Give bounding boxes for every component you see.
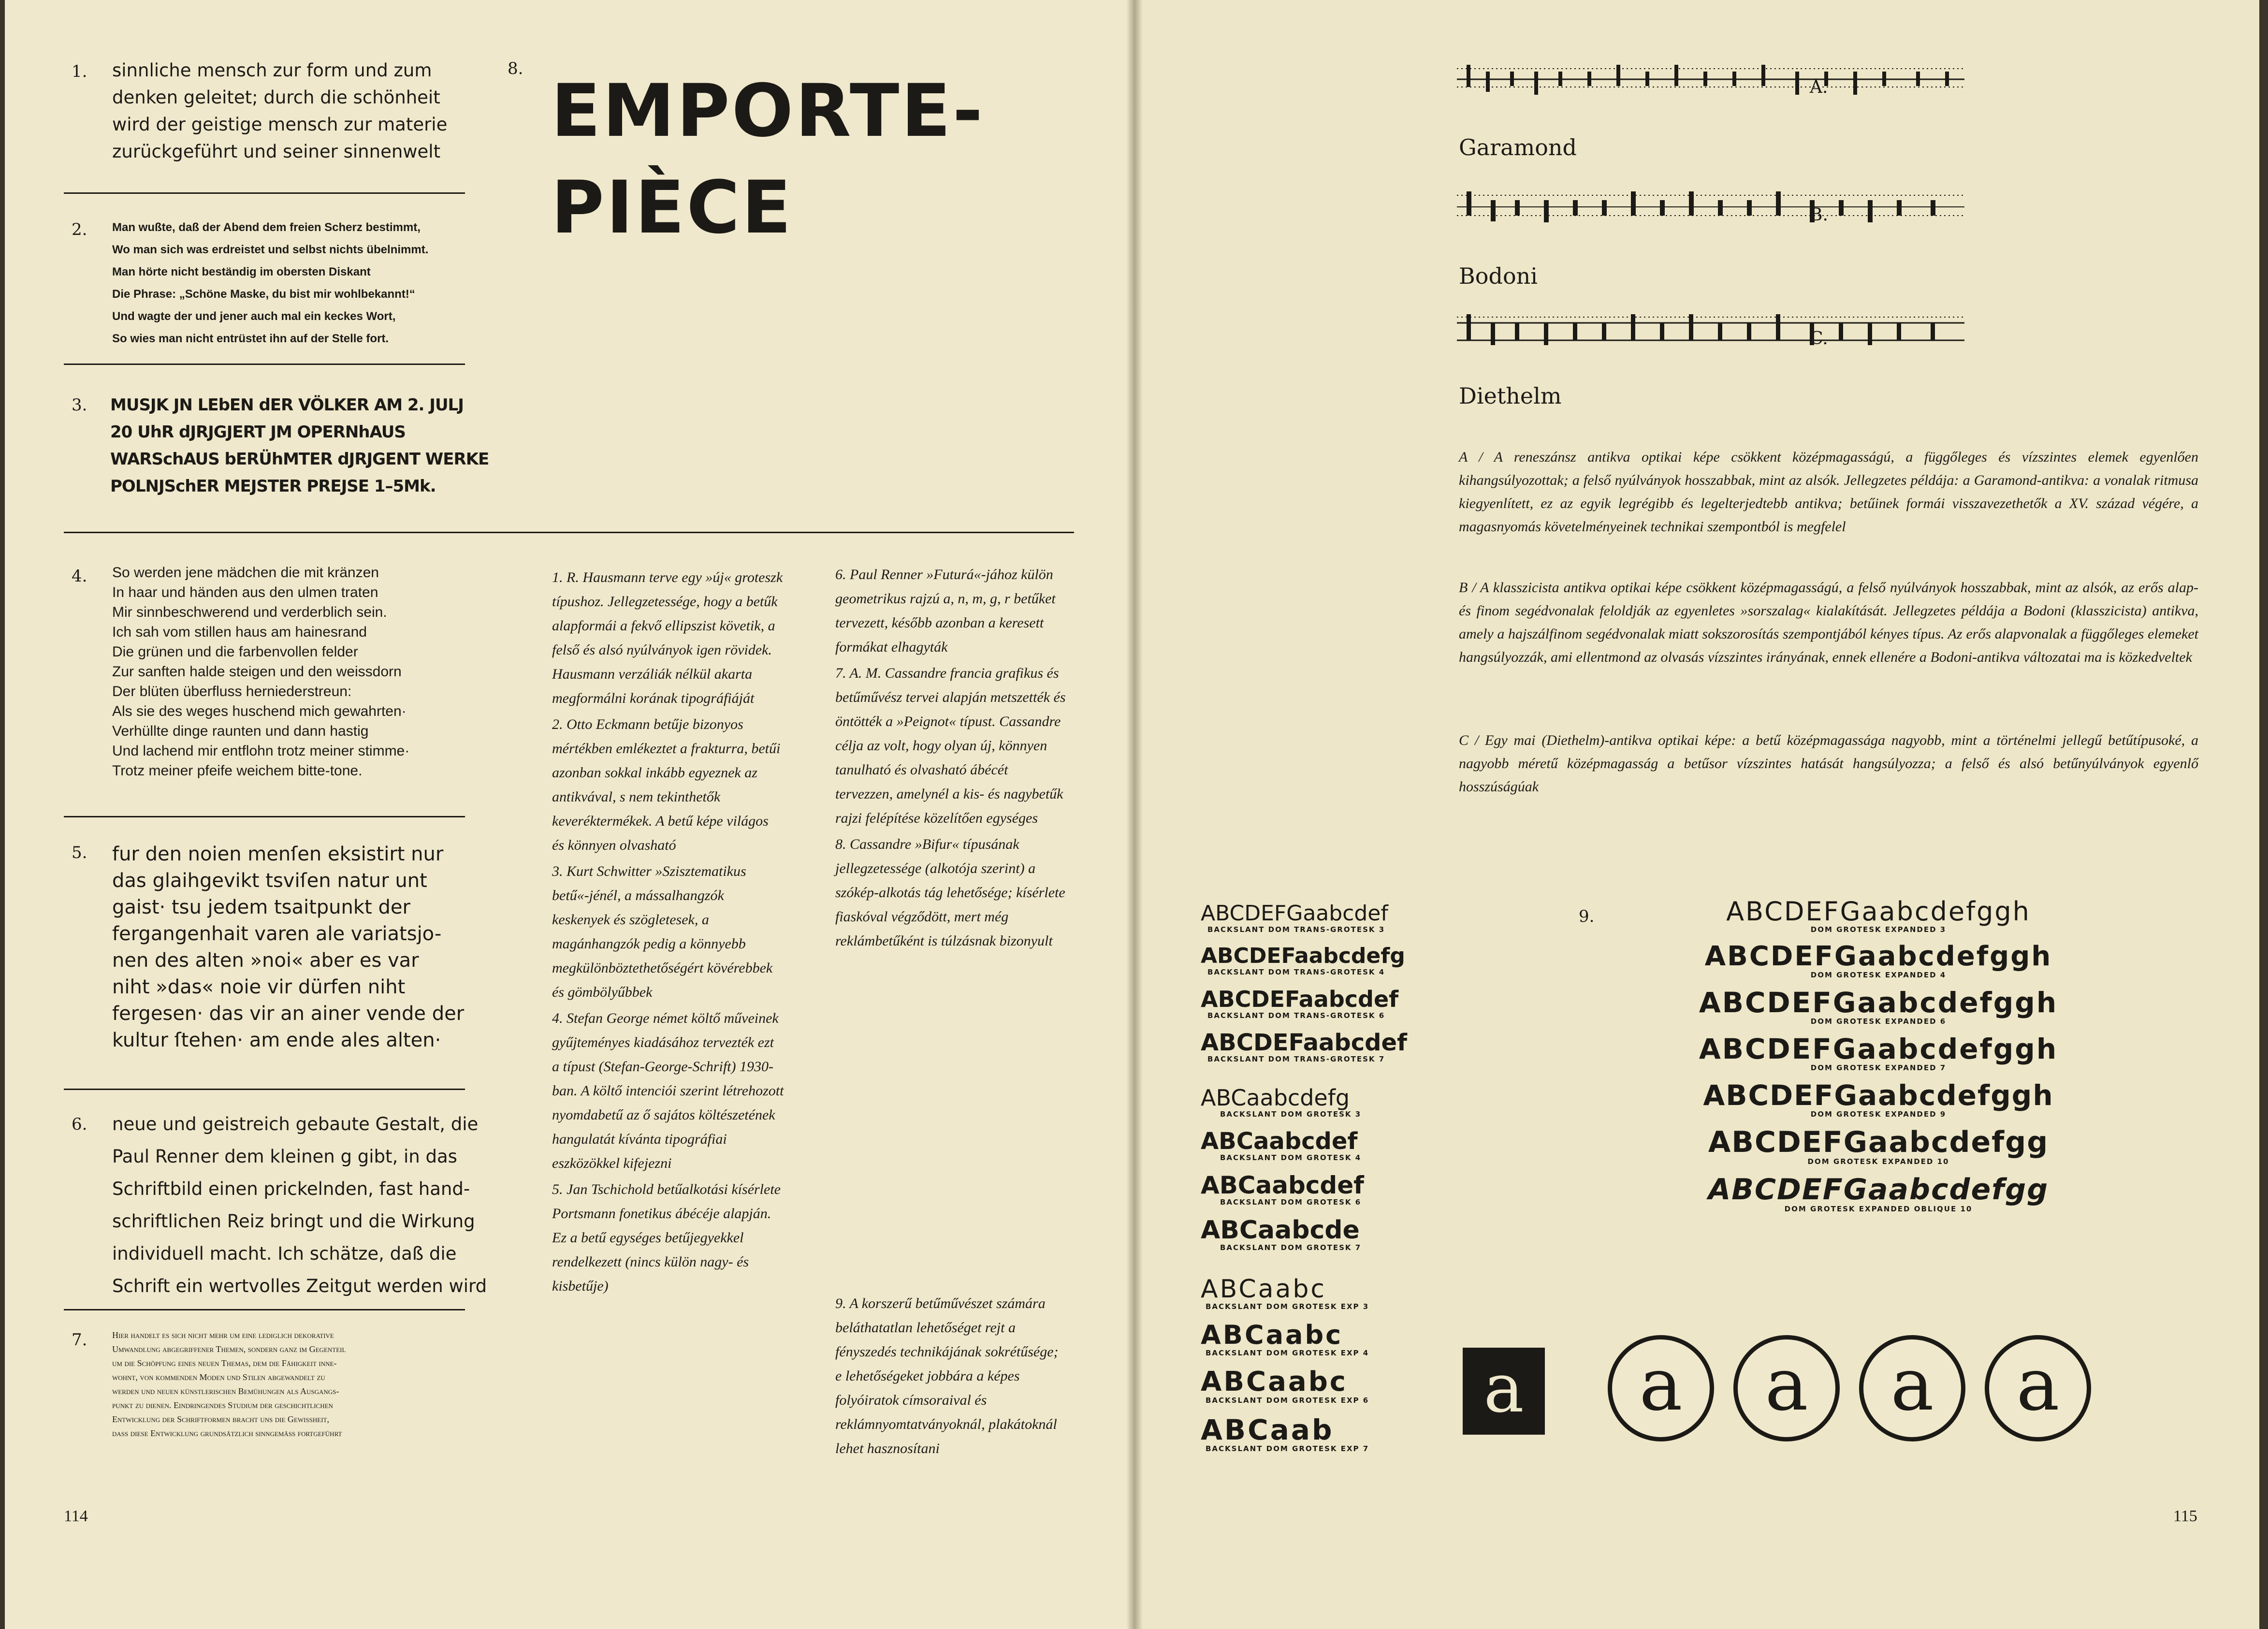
specimen-label: DOM GROTESK EXPANDED 9 [1810,1110,1947,1119]
specimen-text: ABCDEFaabcdef [1201,986,1399,1012]
specimen-block [1201,1129,1433,1162]
specimen-text: ABCaabc [1201,1275,1326,1304]
caption: 2. Otto Eckmann betűje bizonyos mértékben emlékeztet a frakturra, betűi azonban sokkal inkább egyeznek az antikvával, s nem tekinthetők keveréktermékek. A betű képe világos és könnyen olvasható [552,716,781,853]
caption: 8. Cassandre »Bifur« típusának jellegzetessége (alkotója szerint) a szókép-alkotás tág lehetősége; kísérlete fiaskóval végződött, mert még reklámbetűként is túlzásnak bizonyult [835,836,1065,949]
specimen-label: BACKSLANT DOM GROTESK EXP 6 [1206,1396,1369,1405]
text-line: zurückgeführt und seiner sinnenwelt [112,141,441,162]
specimen-label: DOM GROTESK EXPANDED 6 [1810,1017,1947,1026]
text-line: fur den noien menſen eksistirt nur [112,843,444,865]
specimen-block [1201,987,1433,1020]
divider [64,192,465,194]
text-line: 20 UhR dJRJGJERT JM OPERNhAUS [110,422,406,442]
typeface-name: Bodoni [1459,263,1538,289]
text-line: gaist· tsu jedem tsaitpunkt der [112,896,410,918]
specimen-label: BACKSLANT DOM GROTESK EXP 4 [1206,1349,1369,1357]
description-c: C / Egy mai (Diethelm)-antikva optikai képe: a betű középmagassága nagyobb, mint a történelmi jellegű betűtípusoké, a nagyobb méretű középmagasság a betűsor vízszintes hatását hangsúlyozza; a felső és alsó betűnyúlványok egyenlő hosszúságúak [1459,732,2198,795]
letter-circle [1733,1335,1840,1441]
typeface-name: Diethelm [1459,383,1562,409]
specimen-block [1201,945,1433,976]
divider [64,532,1074,533]
specimen-number: 9. [1579,907,1595,926]
text-line: WARSchAUS bERÜhMTER dJRJGENT WERKE [110,450,489,469]
specimen-block [1598,1034,2159,1072]
specimen-number: 7. [72,1330,87,1350]
emporte-piece-display [551,63,985,256]
text-line: Ich sah vom stillen haus am hainesrand [112,624,367,640]
text-line: fergangenhait varen ale variatsjo- [112,923,442,945]
specimen-label: DOM GROTESK EXPANDED 7 [1810,1063,1947,1072]
specimen-block [1201,1173,1433,1207]
specimen-block [1201,1322,1433,1357]
letter-block [1463,1348,1545,1435]
text-line: neue und geistreich gebaute Gestalt, die [112,1114,479,1134]
caption: 9. A korszerű betűművészet számára beláthatatlan lehetőséget rejt a fényszedés technikájának sokrétűsége; e lehetőségeket jobbára a képes folyóiratok címsoraival és reklámnyomtatványoknál, plakátoknál lehet hasznosítani [835,1295,1059,1456]
specimen-label: BACKSLANT DOM GROTESK 6 [1220,1198,1362,1207]
text-line: schriftlichen Reiz bringt und die Wirkung [112,1211,475,1232]
text-line: das glaihgevikt tsviſen natur unt [112,870,427,892]
text-line: Schrift ein wertvolles Zeitgut werden wird [112,1276,487,1296]
text-line: Die Phrase: „Schöne Maske, du bist mir wohlbekannt!“ [112,288,415,301]
specimen-label: BACKSLANT DOM GROTESK 4 [1220,1153,1362,1162]
baseline-letter: B. [1810,205,1828,225]
divider [64,1309,465,1310]
text-line: So wies man nicht entrüstet ihn auf der Stelle fort. [112,332,389,345]
divider [64,1089,465,1090]
text-line: sinnliche mensch zur form und zum [112,60,432,81]
text-line: individuell macht. Ich schätze, daß die [112,1243,457,1264]
specimen-text: ABCDEFGaabcdefggh [1704,941,2052,972]
text-line: Der blüten überfluss herniederstreun: [112,684,352,699]
text-line: fergesen· das vir an ainer vende der [112,1003,465,1025]
text-line: Umwandlung abgegriffener Themen, sondern ganz im Gegenteil [112,1344,346,1354]
specimen-text: ABCDEFaabcdefg [1201,944,1405,968]
specimen-label: BACKSLANT DOM TRANS-GROTESK 4 [1207,968,1385,976]
specimen-text: ABCDEFGaabcdefggh [1726,896,2031,927]
page-edge [0,0,5,1629]
letter-circle [1608,1335,1714,1441]
text-line: niht »das« noie vir dürfen niht [112,976,406,998]
specimen-block [1598,1081,2159,1119]
text-line: Schriftbild einen prickelnden, fast hand- [112,1178,470,1199]
text-line: nen des alten »noi« aber es var [112,949,419,972]
specimen-label: BACKSLANT DOM GROTESK EXP 7 [1206,1444,1369,1453]
letter-a-glyph: a [1639,1343,1683,1427]
specimen-text: ABCDEFGaabcdefggh [1703,1079,2054,1112]
specimen-text: ABCDEFGaabcdefgg [1708,1125,2049,1159]
specimen-text: ABCaabc [1201,1366,1348,1397]
baseline-diagram-b [1457,189,1964,223]
specimen-block [1201,1086,1433,1119]
specimen-list-left [1201,902,1433,1453]
caption: 5. Jan Tschichold betűalkotási kísérlete Portsmann fonetikus ábécéje alapján. Ez a betű egységes betűjegyekkel rendelkezett (nincs külön nagy- és kisbetűje) [552,1181,781,1294]
baseline-letter: A. [1810,77,1828,97]
caption-column-1 [552,566,784,1300]
display-line: EMPORTE- [551,69,985,153]
page-number: 114 [64,1507,88,1525]
text-line: Und lachend mir entflohn trotz meiner stimme· [112,743,410,759]
specimen-7-text [112,1328,465,1440]
text-line: POLNJSchER MEJSTER PREJSE 1–5Mk. [110,477,436,496]
specimen-block [1598,988,2159,1026]
page-edge [2259,0,2268,1629]
text-line: Man hörte nicht beständig im obersten Diskant [112,265,371,278]
specimen-text: ABCaabcde [1201,1216,1360,1245]
text-line: Entwicklung der Schriftformen bracht uns die Gewissheit, [112,1414,329,1424]
letter-a-glyph: a [1483,1349,1524,1428]
specimen-number: 2. [72,220,87,239]
letter-a-glyph: a [1890,1343,1934,1427]
specimen-text: ABCDEFGaabcdefggh [1699,1033,2058,1065]
specimen-block [1598,1127,2159,1166]
letter-a-glyph: a [2016,1343,2060,1427]
specimen-number: 3. [72,395,87,415]
display-line: PIÈCE [551,166,793,250]
specimen-block [1201,1217,1433,1252]
specimen-label: BACKSLANT DOM TRANS-GROTESK 7 [1207,1055,1385,1063]
text-line: In haar und händen aus den ulmen traten [112,584,378,600]
specimen-text: ABCaabcdef [1201,1171,1364,1199]
text-line: Und wagte der und jener auch mal ein keckes Wort, [112,310,396,323]
caption-column-2 [835,563,1067,955]
specimen-number: 4. [72,567,87,586]
letter-circle [1985,1335,2091,1441]
text-line: Mir sinnbeschwerend und verderblich sein. [112,604,387,620]
specimen-block [1201,1276,1433,1311]
specimen-text: ABCDEFGaabcdefggh [1699,986,2058,1019]
specimen-1-text [112,57,447,165]
caption: 3. Kurt Schwitter »Szisztematikus betű«-jénél, a mássalhangzók keskenyek és szögletesek, a magánhangzók pedig a könnyebb megkülönböztethetőségért kövérebbek és gömbölyűbbek [552,863,773,1000]
specimen-block [1201,1368,1433,1405]
text-line: Trotz meiner pfeife weichem bitte-tone. [112,763,363,779]
specimen-text: ABCDEFGaabcdef [1201,901,1388,926]
specimen-3-text [110,392,489,500]
text-line: punkt zu dienen. Eindringendes Studium der geschichtlichen [112,1400,333,1410]
specimen-4-text [112,563,409,781]
specimen-5-text [112,841,464,1054]
specimen-label: BACKSLANT DOM GROTESK 7 [1220,1243,1362,1252]
text-line: kultur ſtehen· am ende ales alten· [112,1029,441,1051]
specimen-list-right [1598,898,2159,1213]
text-line: werden und neuen künstlerischen Bemühungen als Ausgangs- [112,1386,339,1396]
specimen-2-text [112,217,428,350]
text-line: um die Schöpfung eines neuen Themas, dem die Fähigkeit inne- [112,1358,337,1368]
baseline-letter: C. [1810,329,1828,349]
specimen-text: ABCaabcdef [1201,1128,1358,1155]
specimen-label: BACKSLANT DOM TRANS-GROTESK 3 [1207,925,1385,934]
specimen-label: DOM GROTESK EXPANDED 10 [1807,1157,1949,1166]
specimen-number: 5. [72,843,87,862]
book-gutter [1126,0,1143,1629]
caption: 4. Stefan George német költő műveinek gyűjteményes kiadásához tervezték ezt a típust (Stefan-George-Schrift) 1930-ban. A költő intenciói szerint létrehozott nyomdabetű az ő sajátos költészetének hangulatát kívánta tipográfiai eszközökkel kifejezni [552,1010,784,1171]
text-line: Paul Renner dem kleinen g gibt, in das [112,1146,457,1167]
specimen-block [1201,1031,1433,1063]
specimen-block [1201,1415,1433,1453]
specimen-number: 6. [72,1115,87,1134]
caption: 6. Paul Renner »Futurá«-jához külön geometrikus rajzú a, n, m, g, r betűket tervezett, később azonban a keresett formákat elhagyták [835,567,1056,655]
letter-circle [1859,1335,1965,1441]
caption-9 [835,1292,1067,1463]
specimen-block [1598,898,2159,934]
specimen-text: ABCaab [1201,1413,1334,1446]
divider [64,816,465,817]
specimen-label: DOM GROTESK EXPANDED 4 [1810,971,1947,979]
specimen-block [1201,902,1433,934]
baseline-diagram-a [1457,62,1964,96]
right-page [1134,0,2268,1629]
specimen-block [1598,943,2159,979]
text-line: Die grünen und die farbenvollen felder [112,644,358,660]
specimen-6-text [112,1108,487,1302]
specimen-label: DOM GROTESK EXPANDED 3 [1810,925,1947,934]
typeface-name: Garamond [1459,134,1577,160]
specimen-number: 8. [508,59,523,78]
text-line: Zur sanften halde steigen und den weissdorn [112,664,402,680]
baseline-diagram-c [1457,312,1964,346]
text-line: wohnt, von kommenden Moden und Stilen abgewandelt zu [112,1372,325,1382]
text-line: Als sie des weges huschend mich gewahrten· [112,703,407,719]
specimen-text: ABCDEFGaabcdefgg [1708,1173,2049,1207]
specimen-label: BACKSLANT DOM GROTESK EXP 3 [1206,1302,1369,1311]
text-line: So werden jene mädchen die mit kränzen [112,565,379,581]
caption: 1. R. Hausmann terve egy »új« groteszk típushoz. Jellegzetessége, hogy a betűk alapformái a fekvő ellipszist követik, a felső és alsó nyúlványok igen rövidek. Hausmann verzáliák nélkül akarta megformálni korának tipográfiáját [552,569,783,706]
letter-a-glyph: a [1765,1343,1808,1427]
page-number: 115 [2173,1507,2197,1525]
text-line: wird der geistige mensch zur materie [112,114,448,135]
text-line: dass diese Entwicklung grundsätzlich sinngemäss fortgeführt [112,1428,342,1438]
description-a: A / A reneszánsz antikva optikai képe csökkent középmagasságú, a függőleges és vízszintes elemek egyenlően kihangsúlyozottak; a felső nyúlványok hosszabbak, mint az alsók. Jellegzetes példája: a Garamond-antikva: a vonalak ritmusa kiegyenlített, ez az egyik legrégibb és legelterjedtebb antikva; betűinek formái visszavezethetők a XV. század végére, a magasnyomás követelményeinek technikai szempontból is megfelel [1459,449,2198,535]
text-line: Verhüllte dinge raunten und dann hastig [112,723,369,739]
text-line: MUSJK JN LEbEN dER VÖLKER AM 2. JULJ [110,395,464,415]
caption: 7. A. M. Cassandre francia grafikus és betűművész tervei alapján metszették és öntötték a »Peignot« típust. Cassandre célja az volt, hogy olyan új, könnyen tanulható és olvasható ábécét tervezzen, amelynél a kis- és nagybetűk rajzi felépítése közelítően egységes [835,665,1066,826]
specimen-label: DOM GROTESK EXPANDED OBLIQUE 10 [1784,1205,1973,1213]
specimen-text: ABCDEFaabcdef [1201,1029,1407,1056]
text-line: Hier handelt es sich nicht mehr um eine lediglich dekorative [112,1330,334,1340]
divider [64,364,465,365]
specimen-label: BACKSLANT DOM TRANS-GROTESK 6 [1207,1011,1385,1020]
text-line: Wo man sich was erdreistet und selbst nichts übelnimmt. [112,243,429,256]
specimen-label: BACKSLANT DOM GROTESK 3 [1220,1110,1362,1119]
specimen-text: ABCaabc [1201,1320,1343,1350]
specimen-number: 1. [72,62,87,81]
specimen-text: ABCaabcdefg [1201,1085,1350,1111]
description-b: B / A klasszicista antikva optikai képe csökkent középmagasságú, a felső nyúlványok hosszabbak, mint az alsók, az erős alap- és finom segédvonalak feloldják az egyenletes »sorszalag« kialakítását. Jellegzetes példája a Bodoni (klasszicista) antikva, amely a hajszálfinom segédvonalak miatt sokszorosítás szempontjából kényes típus. Az erős alapvonalak a függőleges elemeket hangsúlyozzák, ami ellentmond az olvasás vízszintes irányának, ennek ellenére a Bodoni-antikva változatai ma is közkedveltek [1459,580,2198,665]
text-line: Man wußte, daß der Abend dem freien Scherz bestimmt, [112,221,421,234]
text-line: denken geleitet; durch die schönheit [112,87,440,108]
specimen-block [1598,1175,2159,1213]
